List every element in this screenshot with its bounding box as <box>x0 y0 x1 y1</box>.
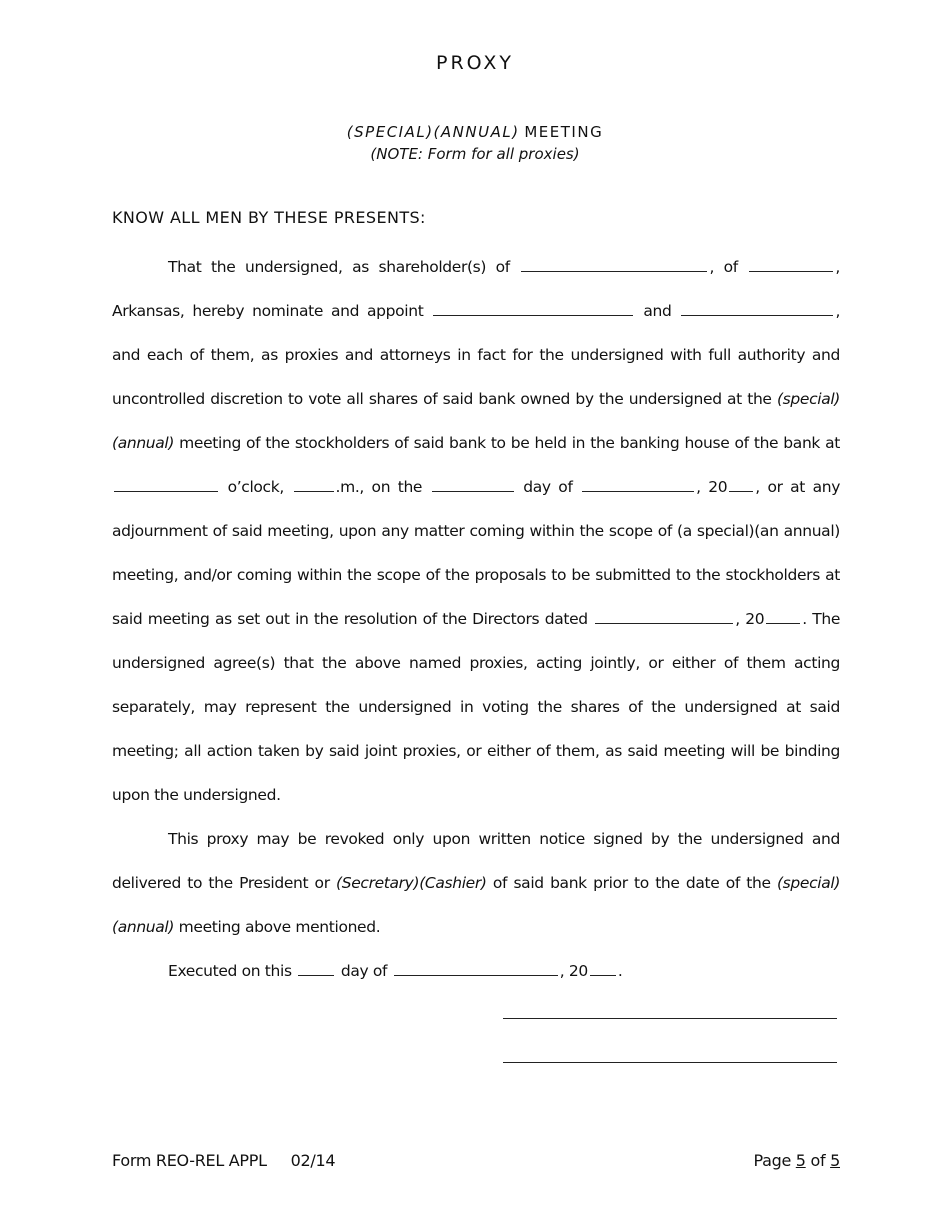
proxy-name-2-blank <box>681 301 833 316</box>
page-of-label: of <box>810 1151 826 1170</box>
form-note <box>0 143 950 165</box>
page-current: 5 <box>795 1151 806 1170</box>
intro-heading: KNOW ALL MEN BY THESE PRESENTS: <box>112 208 426 227</box>
meeting-type-italic: (special)(annual) <box>112 390 840 452</box>
para1-text-11: day of <box>523 478 573 496</box>
para2-text-2: of said bank prior to the date of the <box>492 874 771 892</box>
executed-month-blank <box>394 961 558 976</box>
resolution-date-blank <box>595 609 733 624</box>
signature-line-1 <box>503 1018 837 1019</box>
para3-text-4: . <box>617 962 623 980</box>
proxy-name-1-blank <box>433 301 633 316</box>
hour-blank <box>114 477 218 492</box>
meeting-type-italic-2: (special)(annual) <box>112 874 841 936</box>
executed-year-blank <box>590 961 616 976</box>
meeting-type-options: (SPECIAL)(ANNUAL) <box>346 123 520 141</box>
form-id-text: Form REO-REL APPL 02/14 <box>112 1151 336 1170</box>
officer-options-italic: (Secretary)(Cashier) <box>336 874 487 892</box>
appointment-paragraph <box>112 245 840 817</box>
am-pm-blank <box>294 477 334 492</box>
bank-name-blank <box>521 257 707 272</box>
meeting-month-blank <box>582 477 694 492</box>
meeting-type-line <box>0 121 950 143</box>
city-blank <box>749 257 833 272</box>
form-identifier <box>112 1151 335 1170</box>
para2-text-1: This proxy may be revoked only upon written notice signed by the undersigned and delivered to the President or <box>112 830 840 892</box>
form-note-text: (NOTE: Form for all proxies) <box>370 145 580 163</box>
execution-paragraph <box>112 949 840 993</box>
document-title: PROXY <box>435 52 515 74</box>
executed-day-blank <box>298 961 334 976</box>
page-number <box>753 1151 840 1170</box>
para1-text-3: , <box>835 258 840 276</box>
page-total: 5 <box>830 1151 840 1170</box>
para1-text-10: .m., on the <box>335 478 423 496</box>
para1-text-5: and <box>643 302 672 320</box>
meeting-word: MEETING <box>524 123 604 141</box>
resolution-year-blank <box>766 609 800 624</box>
para1-text-15: . The undersigned agree(s) that the above named proxies, acting jointly, or either of them acting separately, may represent the undersigned in voting the shares of the undersigned at said meeting; all action taken by said joint proxies, or either of them, as said meeting will be binding upon the undersigned. <box>112 610 841 804</box>
para1-text-12: , 20 <box>696 478 728 496</box>
document-subtitle <box>0 121 950 165</box>
para1-text-2: , of <box>709 258 738 276</box>
signature-line-2 <box>503 1062 837 1063</box>
para1-text-7: and each of them, as proxies and attorneys in fact for the undersigned with full authority and uncontrolled discretion to vote all shares of said bank owned by the undersigned at the <box>112 346 840 408</box>
proxy-body <box>112 245 840 993</box>
para1-text-1: That the undersigned, as shareholder(s) of <box>168 258 510 276</box>
revocation-paragraph <box>112 817 840 949</box>
meeting-year-blank <box>729 477 753 492</box>
para1-text-13: , or at any adjournment of said meeting, upon any matter coming within the scope of (a special)(an annual) meeting, and/or coming within the scope of the proposals to be submitted to the stockholders at said meeting as set out in the resolution of the Directors dated <box>112 478 841 628</box>
page-label: Page <box>753 1151 791 1170</box>
para2-text-3: meeting above mentioned. <box>178 918 381 936</box>
para1-text-6: , <box>835 302 841 320</box>
para3-text-3: , 20 <box>559 962 588 980</box>
para1-text-14: , 20 <box>735 610 765 628</box>
para1-text-8: meeting of the stockholders of said bank to be held in the banking house of the bank at <box>179 434 841 452</box>
para1-text-4: Arkansas, hereby nominate and appoint <box>112 302 424 320</box>
para1-text-9: o’clock, <box>227 478 284 496</box>
meeting-day-blank <box>432 477 514 492</box>
para3-text-2: day of <box>340 962 388 980</box>
para3-text-1: Executed on this <box>168 962 292 980</box>
